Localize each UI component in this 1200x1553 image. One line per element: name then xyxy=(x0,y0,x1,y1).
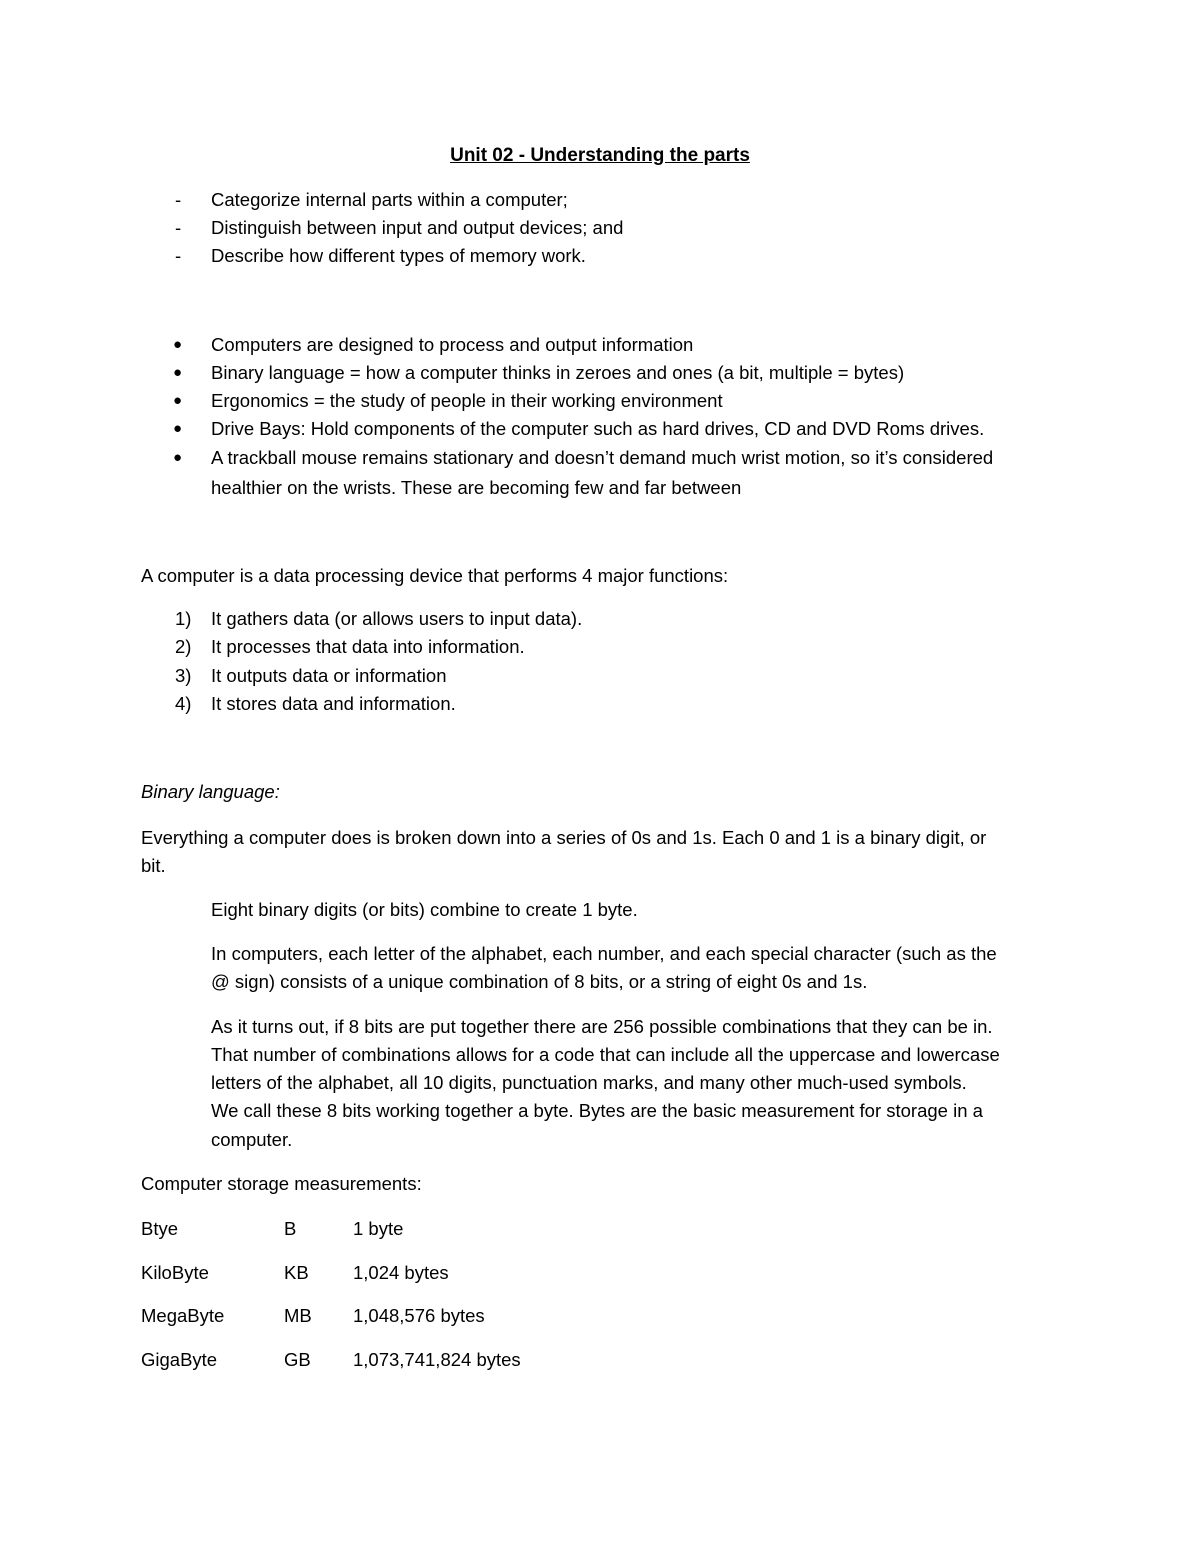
unit-abbr: KB xyxy=(284,1262,309,1283)
unit-name: Btye xyxy=(141,1218,179,1239)
dash-marker: - xyxy=(175,189,182,210)
bullet-marker: ● xyxy=(173,364,183,381)
unit-name: KiloByte xyxy=(141,1262,209,1283)
paragraph-line: As it turns out, if 8 bits are put together there are 256 possible combinations that they can be in. xyxy=(211,1016,993,1037)
paragraph-line: bit. xyxy=(141,855,166,876)
section-heading: Computer storage measurements: xyxy=(141,1173,422,1194)
document-title: Unit 02 - Understanding the parts xyxy=(450,145,750,166)
bullet-marker: ● xyxy=(173,392,183,409)
paragraph-line: Eight binary digits (or bits) combine to create 1 byte. xyxy=(211,899,638,920)
dash-marker: - xyxy=(175,245,182,266)
unit-abbr: MB xyxy=(284,1305,312,1326)
paragraph-line: In computers, each letter of the alphabet, each number, and each special character (such as the xyxy=(211,943,997,964)
unit-value: 1,048,576 bytes xyxy=(353,1305,485,1326)
list-item-continuation: healthier on the wrists. These are becoming few and far between xyxy=(211,477,742,498)
unit-name: GigaByte xyxy=(141,1349,218,1370)
document-page: Unit 02 - Understanding the parts - Categorize internal parts within a computer; - Distinguish between input and output devices; and - Describe how different types of memory work. ● Computers are designed to process and output information ● Binary language = how a computer thinks in zeroes and ones (a bit, multiple = bytes) ● Ergonomics = the study of people in their working environment ● Drive Bays: Hold components of the computer such as hard drives, CD and DVD Roms drives. ● A trackball mouse remains stationary and doesn’t demand much wrist motion, so it’s considered healthier on the wrists. These are becoming few and far between A computer is a data processing device that performs 4 major functions: 1) It gathers data (or allows users to input data). 2) It processes that data into information. 3) It outputs data or information 4) It stores data and information. Binary language: Everything a computer does is broken down into a series of 0s and 1s. Each 0 and 1 is a binary digit, or bit. Eight binary digits (or bits) combine to create 1 byte. In computers, each letter of the alphabet, each number, and each special character (such as the @ sign) consists of a unique combination of 8 bits, or a string of eight 0s and 1s. As it turns out, if 8 bits are put together there are 256 possible combinations that they can be in. That number of combinations allows for a code that can include all the uppercase and lowercase letters of the alphabet, all 10 digits, punctuation marks, and many other much-used symbols. We call these 8 bits working together a byte. Bytes are the basic measurement for storage in a computer. Computer storage measurements: Btye B 1 byte KiloByte KB 1,024 bytes MegaByte MB 1,048,576 bytes GigaByte GB 1,073,741,824 bytes xyxy=(0,0,1200,1553)
list-number: 4) xyxy=(175,693,192,714)
bullet-marker: ● xyxy=(173,336,183,353)
section-heading: Binary language: xyxy=(141,781,280,802)
bullet-marker: ● xyxy=(173,420,183,437)
functions-intro: A computer is a data processing device that performs 4 major functions: xyxy=(141,565,729,586)
unit-value: 1,024 bytes xyxy=(353,1262,449,1283)
unit-abbr: B xyxy=(284,1218,297,1239)
paragraph-line: That number of combinations allows for a code that can include all the uppercase and lowercase xyxy=(211,1044,1000,1065)
paragraph-line: letters of the alphabet, all 10 digits, punctuation marks, and many other much-used symbols. xyxy=(211,1072,967,1093)
dash-marker: - xyxy=(175,217,182,238)
paragraph-line: Everything a computer does is broken down into a series of 0s and 1s. Each 0 and 1 is a binary digit, or xyxy=(141,827,987,848)
bullet-marker: ● xyxy=(173,449,183,466)
paragraph-line: We call these 8 bits working together a byte. Bytes are the basic measurement for storage in a xyxy=(211,1100,983,1121)
unit-abbr: GB xyxy=(284,1349,311,1370)
list-number: 2) xyxy=(175,636,192,657)
unit-value: 1 byte xyxy=(353,1218,404,1239)
unit-name: MegaByte xyxy=(141,1305,225,1326)
list-number: 1) xyxy=(175,608,192,629)
unit-value: 1,073,741,824 bytes xyxy=(353,1349,521,1370)
paragraph-line: computer. xyxy=(211,1129,293,1150)
list-number: 3) xyxy=(175,665,192,686)
paragraph-line: @ sign) consists of a unique combination of 8 bits, or a string of eight 0s and 1s. xyxy=(211,971,868,992)
